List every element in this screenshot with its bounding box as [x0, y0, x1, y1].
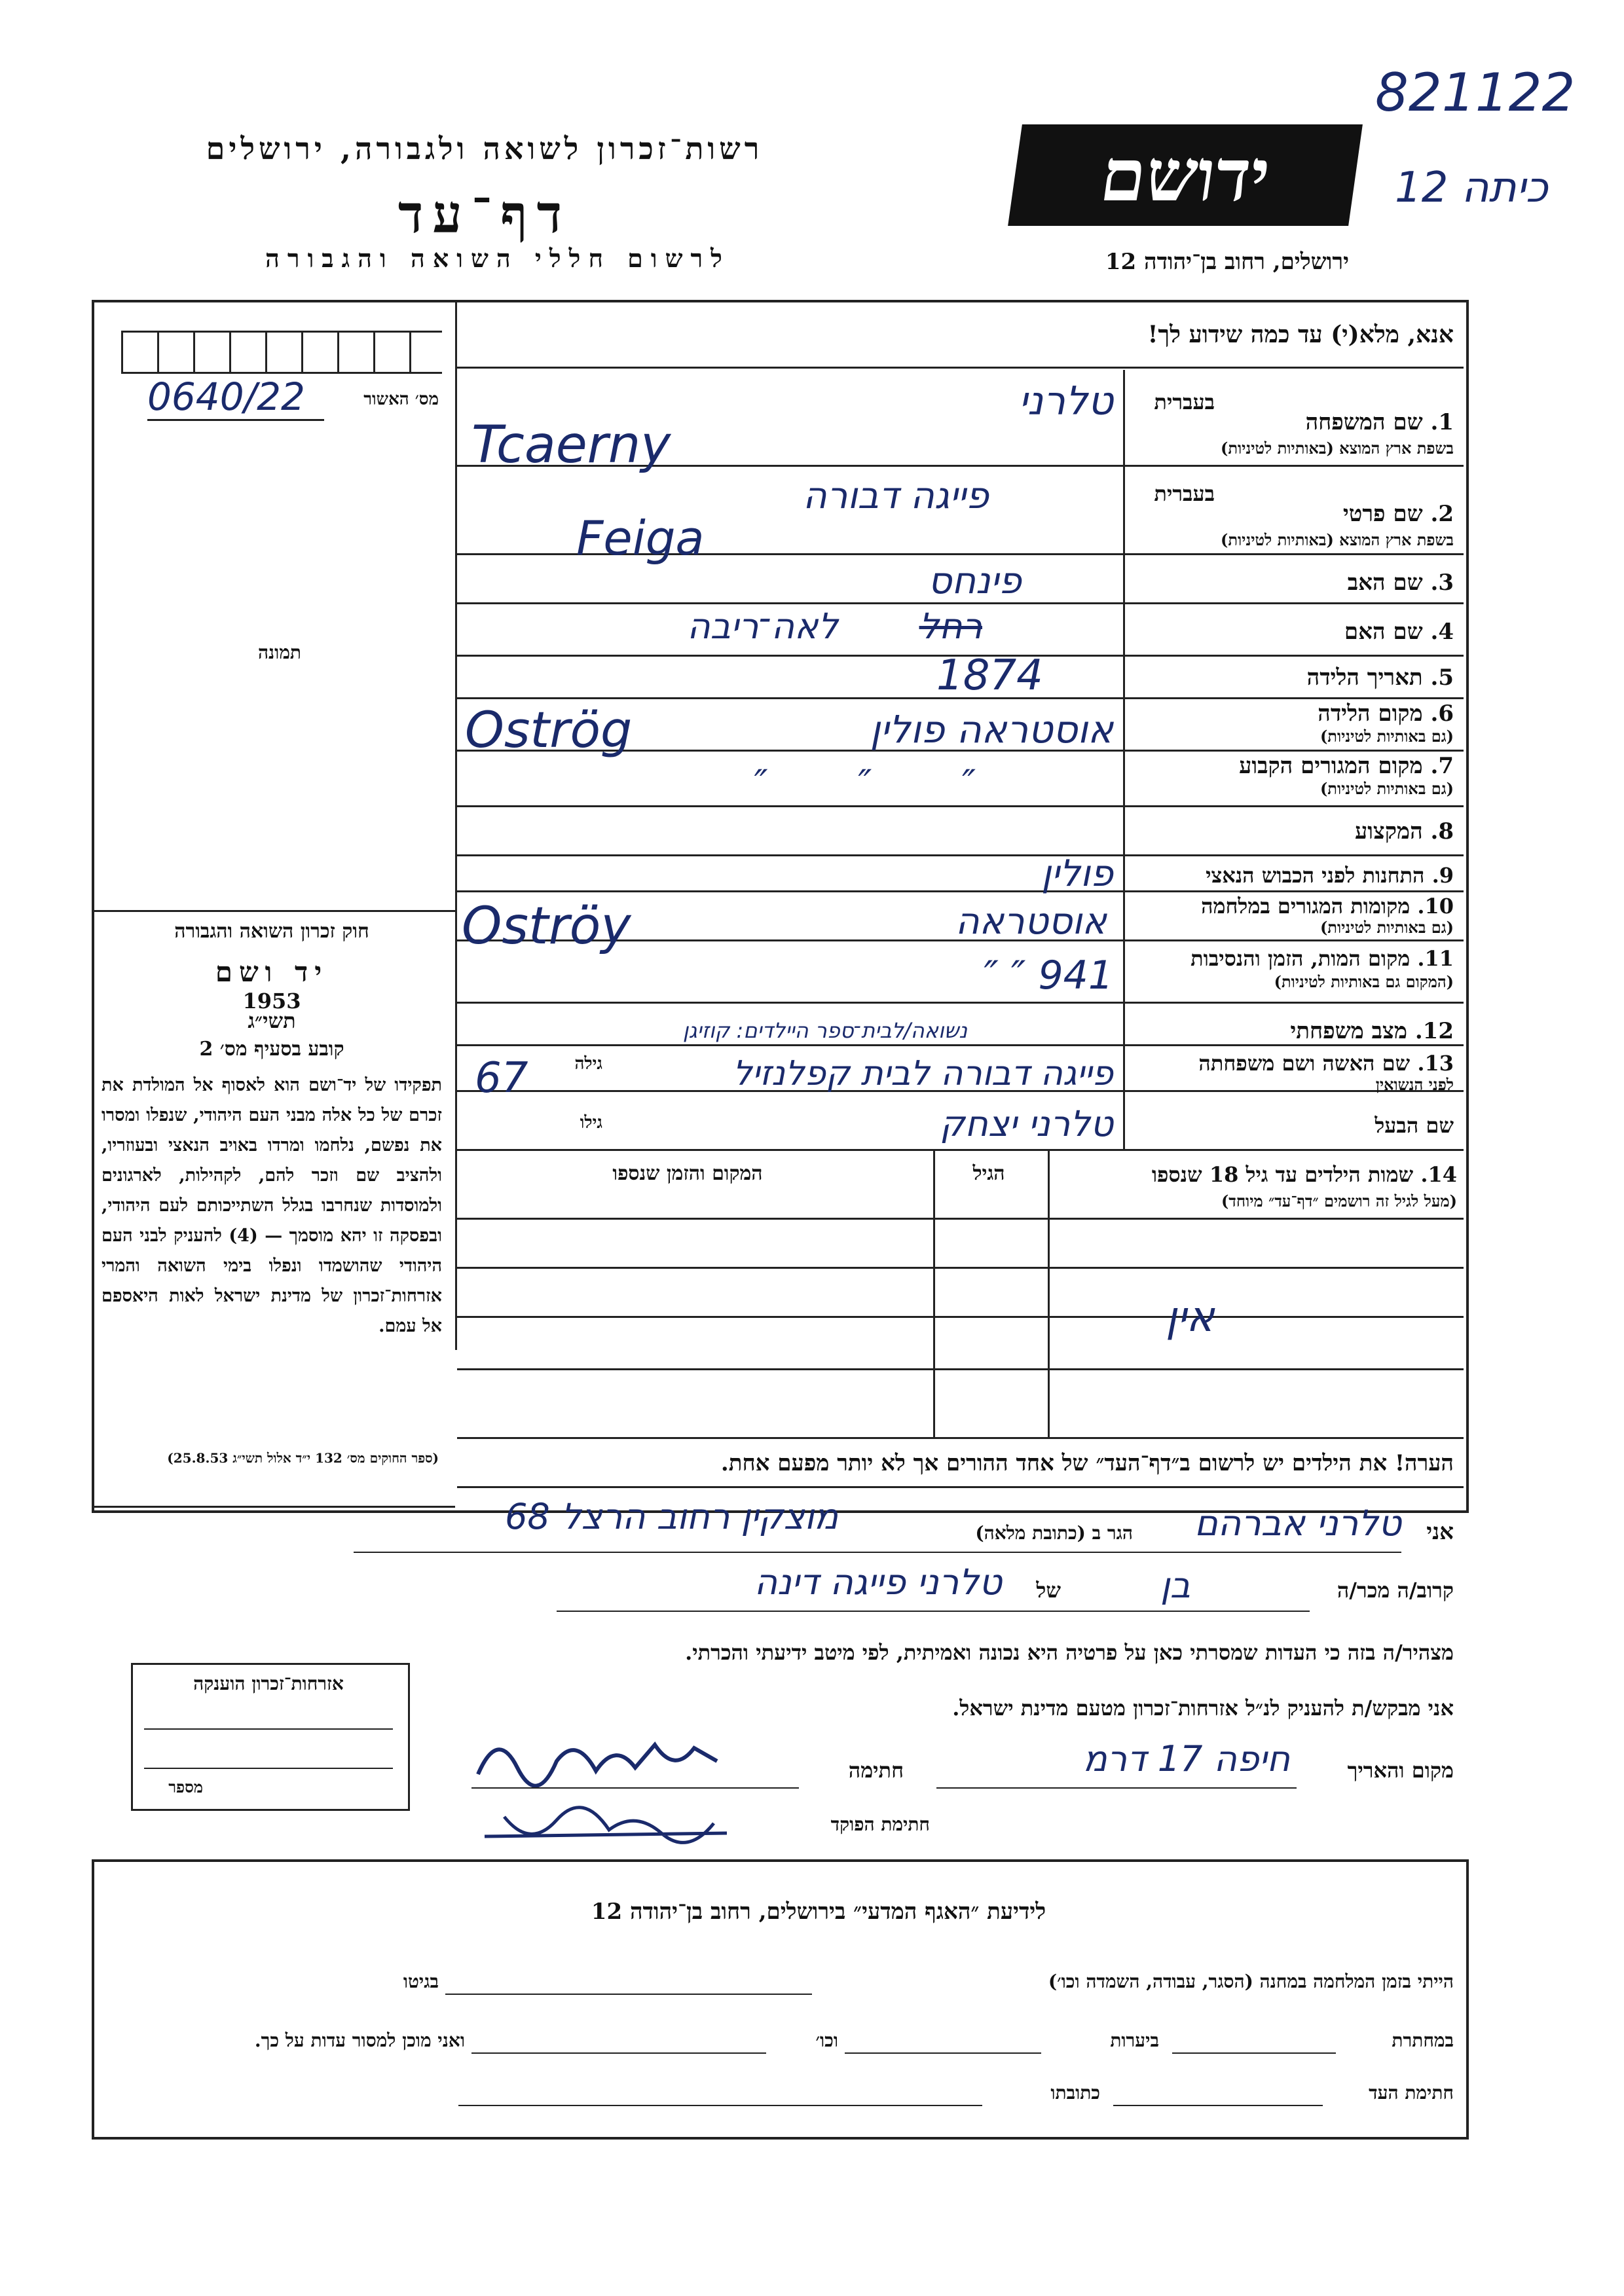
officer-signature: [478, 1804, 740, 1850]
institution-name: רשות־זכרון לשואה ולגבורה, ירושלים: [206, 131, 764, 166]
photo-bottom: [94, 910, 455, 912]
first-name-latin-value: Feiga: [576, 511, 705, 566]
mother-label: 4. שם האם: [1344, 619, 1454, 645]
signature-label: חתימה: [848, 1758, 904, 1783]
rule: [457, 805, 1464, 807]
place-date-value: חיפה 17 דרמ: [1082, 1738, 1290, 1779]
footer-fill: [845, 2052, 1041, 2054]
grant-title: אזרחות־זכרון הוענקה: [193, 1673, 344, 1694]
birth-place-value: אוסטראה פולין: [870, 707, 1113, 752]
children-col-divider: [1048, 1149, 1050, 1437]
footer-fill: [458, 2105, 982, 2106]
law-name: יד ושם: [215, 956, 329, 988]
pre-war-value: פולין: [1041, 852, 1113, 895]
birth-place-sub: (גם באותיות לטיניות): [1320, 727, 1454, 746]
footer-line2-d: ואני מוכן למסור עדות על כך.: [254, 2030, 465, 2051]
family-status-value: נשואה/לבית־ספר היילדים: קוזיגן: [682, 1018, 968, 1043]
approval-label: מס׳ האשור: [363, 390, 439, 409]
rule: [457, 1218, 1464, 1220]
law-body: תפקידו של יד־ושם הוא לאסוף אל המולדת את זכרם של כל אלה מבני העם היהודי, שנפלו ומסרו את נפשם, נלחמו ומרדו באויב הנאצי ובעוזריו, ולהציב שם וזכר להם, לקהילות, לארגונים ולמוסדות שנחרבו בגלל השתייכותם לעם היהודי, ובפסקה זו יהא מוסמך — (4) להעניק לבני העם היהודי שהושמדו ונפלו בימי השואה והמרי אזרחות־זכרון של מדינת ישראל לאות היאספם אל עמם.: [101, 1075, 442, 1336]
footer-line3-a: חתימת העד: [1369, 2082, 1454, 2104]
relative-name: טלרני פייגה דינה: [754, 1561, 1002, 1603]
form-title: דף־עד: [397, 183, 572, 245]
children-value: אין: [1166, 1293, 1215, 1341]
approval-number: 0640/22: [147, 374, 305, 419]
signature-line: [471, 1787, 799, 1789]
birth-date-value: 1874: [936, 651, 1043, 700]
rule: [457, 1486, 1464, 1488]
war-residence-value: אוסטראה: [955, 900, 1107, 943]
label-column-divider: [1123, 370, 1125, 1149]
form-subtitle: לרשום חללי השואה והגבורה: [265, 244, 730, 273]
spouse-age-value: 67: [475, 1054, 528, 1102]
children-col-divider: [933, 1149, 935, 1437]
first-name-hebrew-value: פייגה דבורה: [803, 475, 989, 517]
family-status-label: 12. מצב משפחתי: [1290, 1018, 1454, 1044]
relative-label: קרוב/ה מכר/ה: [1337, 1578, 1454, 1603]
declarant-line: [354, 1552, 1401, 1553]
war-residence-sub: (גם באותיות לטיניות): [1320, 918, 1454, 937]
lang-hebrew-label: בעברית: [1154, 390, 1215, 414]
death-place-label: 11. מקום המות, הזמן והנסיבות: [1190, 946, 1454, 971]
grant-line: [144, 1768, 393, 1769]
archive-number: 821122: [1375, 62, 1576, 123]
children-age-header: הגיל: [972, 1162, 1005, 1185]
rule: [457, 1002, 1464, 1004]
law-clause: קובע בסעיף מס׳ 2: [199, 1038, 344, 1061]
officer-label: חתימת הפוקד: [830, 1813, 930, 1835]
footer-line2-a: במחתרת: [1392, 2030, 1454, 2051]
footer-line1-end: בגיטו: [403, 1971, 439, 1992]
declarant-i-label: אני: [1426, 1519, 1454, 1545]
children-sub: (מעל לגיל זה רושמים ״דף־עד״ מיוחד): [1221, 1192, 1457, 1211]
declarant-living-label: הגר ב (כתובת מלאה): [975, 1522, 1133, 1544]
spouse-value: פייגה דבורה לבית קפלנזיל: [732, 1054, 1113, 1093]
first-name-sub: בשפת ארץ המוצא (באותיות לטיניות): [1221, 530, 1454, 549]
spouse-sub: לפני הנשואין: [1375, 1075, 1454, 1094]
institution-address: ירושלים, רחוב בן־יהודה 12: [1105, 249, 1349, 275]
of-label: של: [1036, 1578, 1061, 1603]
husband-value: טלרני יצחק: [940, 1103, 1113, 1144]
rule: [457, 1267, 1464, 1269]
surname-label: 1. שם המשפחה: [1305, 409, 1454, 435]
children-label: 14. שמות הילדים עד גיל 18 שנספו: [1151, 1162, 1457, 1187]
footer-line2-c: וכו׳: [815, 2030, 838, 2051]
lang-hebrew-label: בעברית: [1154, 481, 1215, 506]
children-place-header: המקום והזמן שנספו: [612, 1162, 763, 1185]
rule: [457, 602, 1464, 604]
spouse-label: 13. שם האשה ושם משפחתה: [1198, 1051, 1454, 1076]
husband-label: שם הבעל: [1375, 1113, 1454, 1138]
father-label: 3. שם האב: [1347, 570, 1454, 596]
first-name-label: 2. שם פרטי: [1342, 501, 1454, 527]
footer-line1: הייתי בזמן המלחמה במחנה (הסגר, עבודה, השמדה וכו׳): [1048, 1971, 1454, 1992]
declarant-address: מוצקין רחוב הרצל 68: [505, 1496, 838, 1537]
surname-sub: בשפת ארץ המוצא (באותיות לטיניות): [1221, 439, 1454, 458]
footer-fill: [1113, 2105, 1323, 2106]
footer-fill: [471, 2052, 766, 2054]
yad-vashem-logo: ידושם: [1008, 124, 1363, 226]
place-date-line: [936, 1787, 1297, 1789]
declaration-text: מצהיר/ה בזה כי העדות שמסרתי כאן על פרטיה היא נכונה ואמיתית, לפי מיטב ידיעתי והכרתי.: [685, 1640, 1454, 1665]
surname-hebrew-value: טלרני: [1018, 378, 1113, 424]
main-column-divider: [455, 302, 457, 1350]
relative-line: [557, 1611, 1310, 1612]
birth-date-label: 5. תאריך הלידה: [1306, 665, 1454, 691]
law-footnote: (ספר החוקים מס׳ 132 י״ד אלול תשי״ג 25.8.53): [167, 1450, 439, 1466]
death-place-sub: (המקום גם באותיות לטיניות): [1274, 972, 1454, 991]
surname-latin-value: Tcaerny: [471, 416, 671, 475]
war-residence-latin-value: Oströy: [462, 897, 631, 956]
law-year-hebrew: תשי״ג: [248, 1008, 296, 1033]
father-value: פינחס: [928, 560, 1022, 602]
children-note: הערה! את הילדים יש לרשום ב״דף־העד״ של אחד ההורים אך לא יותר מפעם אחת.: [720, 1450, 1454, 1476]
rule: [457, 1368, 1464, 1370]
request-text: אני מבקש/ת להעניק לנ״ל אזרחות־זכרון מטעם מדינת ישראל.: [952, 1696, 1454, 1721]
residence-value: ″ ″ ″: [754, 763, 1015, 805]
approval-underline: [147, 419, 324, 421]
spouse-age-label: גילה: [574, 1054, 602, 1074]
footer-heading: לידיעת ״האגף המדעי״ בירושלים, רחוב בן־יהודה 12: [591, 1899, 1046, 1925]
footer-fill: [445, 1994, 812, 1995]
handwritten-note: 12 כיתה: [1395, 164, 1548, 212]
rule: [457, 1316, 1464, 1318]
residence-sub: (גם באותיות לטיניות): [1320, 779, 1454, 798]
rule: [457, 1149, 1464, 1151]
approval-code-boxes: [121, 331, 442, 374]
photo-label: תמונה: [257, 642, 301, 663]
declarant-name: טלרני אברהם: [1194, 1503, 1401, 1544]
relation-value: בן: [1160, 1565, 1190, 1606]
mother-value: לאה־ריבה: [687, 606, 838, 647]
rule: [457, 1437, 1464, 1439]
law-year: 1953: [242, 989, 301, 1013]
residence-label: 7. מקום המגורים הקבוע: [1239, 753, 1454, 779]
place-date-label: מקום והאריך: [1347, 1758, 1454, 1783]
birth-place-label: 6. מקום הלידה: [1318, 701, 1454, 727]
rule: [457, 1044, 1464, 1046]
grant-number-label: מספר: [168, 1777, 203, 1796]
law-heading: חוק זכרון השואה והגבורה: [174, 920, 369, 943]
husband-age-label: גילו: [580, 1113, 602, 1133]
rule: [457, 367, 1464, 369]
mother-struck-value: רחל: [919, 606, 982, 647]
grant-line: [144, 1728, 393, 1730]
footer-line3-b: כתובתו: [1050, 2082, 1100, 2104]
footer-fill: [1172, 2052, 1336, 2054]
pre-war-label: 9. התחנות לפני הכבוש הנאצי: [1206, 863, 1454, 888]
declarant-signature: [471, 1722, 727, 1787]
birth-place-latin-value: Oströg: [465, 701, 633, 759]
profession-label: 8. המקצוע: [1354, 818, 1454, 845]
footer-line2-b: ביערות: [1110, 2030, 1159, 2051]
war-residence-label: 10. מקומות המגורים במלחמה: [1201, 894, 1454, 919]
death-place-value: 941 ″ ″: [984, 953, 1113, 998]
instruction-text: אנא, מלא(י) עד כמה שידוע לך!: [1147, 321, 1454, 348]
